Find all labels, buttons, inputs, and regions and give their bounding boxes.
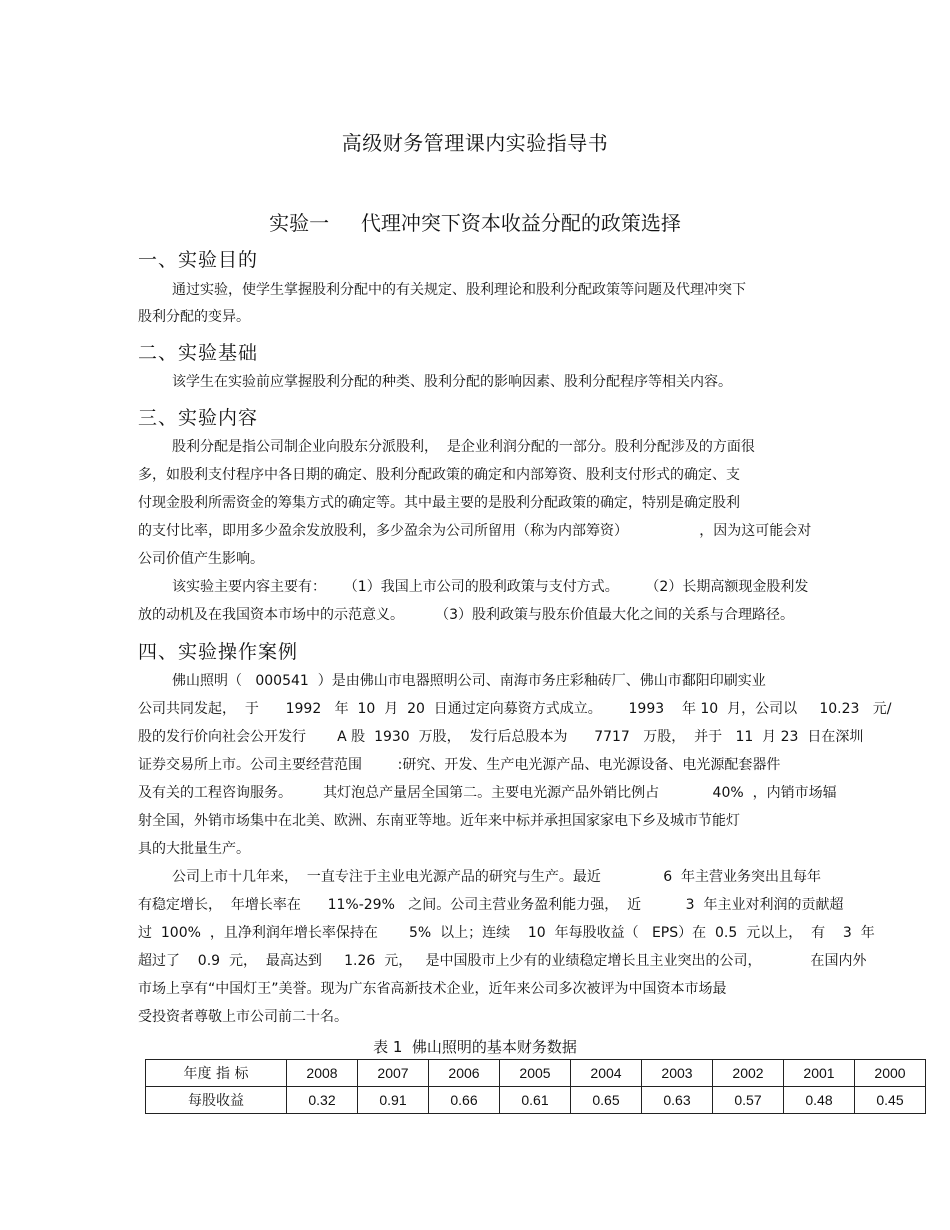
paragraph-line: 股利分配的变异。 bbox=[138, 309, 250, 325]
paragraph-line: 该实验主要内容主要有： （1）我国上市公司的股利政策与支付方式。 （2）长期高额现金股利发 bbox=[172, 579, 809, 595]
paragraph-line: 公司上市十几年来， 一直专注于主业电光源产品的研究与生产。最近 6 年主营业务突出且每年 bbox=[172, 869, 822, 885]
table-caption: 表 1 佛山照明的基本财务数据 bbox=[373, 1038, 577, 1056]
year-cell: 2005 bbox=[500, 1060, 571, 1087]
paragraph-line: 公司共同发起， 于 1992 年 10 月 20 日通过定向募资方式成立。 1993 年 10 月，公司以 10.23 元/ bbox=[138, 701, 892, 717]
paragraph-line: 多，如股利支付程序中各日期的确定、股利分配政策的确定和内部筹资、股利支付形式的确定、支 bbox=[138, 467, 740, 483]
header-label-cell: 年度 指 标 bbox=[146, 1060, 287, 1087]
paragraph-line: 射全国，外销市场集中在北美、欧洲、东南亚等地。近年来中标并承担国家家电下乡及城市节能灯 bbox=[138, 813, 740, 829]
section-heading-case: 四、实验操作案例 bbox=[138, 641, 299, 663]
eps-value-cell: 0.61 bbox=[500, 1087, 571, 1114]
section-heading-basis: 二、实验基础 bbox=[138, 342, 259, 364]
paragraph-line: 具的大批量生产。 bbox=[138, 841, 250, 857]
year-cell: 2003 bbox=[642, 1060, 713, 1087]
eps-value-cell: 0.91 bbox=[358, 1087, 429, 1114]
table-header-row bbox=[146, 1060, 926, 1087]
paragraph-line: 有稳定增长， 年增长率在 11%-29% 之间。公司主营业务盈利能力强， 近 3 年主业对利润的贡献超 bbox=[138, 897, 844, 913]
year-cell: 2007 bbox=[358, 1060, 429, 1087]
year-cell: 2002 bbox=[713, 1060, 784, 1087]
year-cell: 2006 bbox=[429, 1060, 500, 1087]
paragraph-line: 受投资者尊敬上市公司前二十名。 bbox=[138, 1009, 348, 1025]
eps-value-cell: 0.65 bbox=[571, 1087, 642, 1114]
section-heading-content: 三、实验内容 bbox=[138, 407, 259, 429]
table-row bbox=[146, 1087, 926, 1114]
paragraph-line: 及有关的工程咨询服务。 其灯泡总产量居全国第二。主要电光源产品外销比例占 40% ，内销市场辐 bbox=[138, 785, 837, 801]
paragraph-line: 佛山照明（ 000541 ）是由佛山市电器照明公司、南海市务庄彩釉砖厂、佛山市鄱阳印刷实业 bbox=[172, 673, 766, 689]
eps-value-cell: 0.57 bbox=[713, 1087, 784, 1114]
eps-value-cell: 0.48 bbox=[784, 1087, 855, 1114]
paragraph-line: 超过了 0.9 元， 最高达到 1.26 元， 是中国股市上少有的业绩稳定增长且主业突出的公司， 在国内外 bbox=[138, 953, 867, 969]
paragraph-line: 放的动机及在我国资本市场中的示范意义。 （3）股利政策与股东价值最大化之间的关系与合理路径。 bbox=[138, 607, 795, 623]
year-cell: 2008 bbox=[287, 1060, 358, 1087]
paragraph-line: 的支付比率，即用多少盈余发放股利，多少盈余为公司所留用（称为内部筹资） ，因为这可能会对 bbox=[138, 523, 812, 539]
paragraph-line: 股的发行价向社会公开发行 A 股 1930 万股， 发行后总股本为 7717 万股， 并于 11 月 23 日在深圳 bbox=[138, 729, 864, 745]
paragraph-line: 过 100% ，且净利润年增长率保持在 5% 以上；连续 10 年每股收益（ EPS）在 0.5 元以上， 有 3 年 bbox=[138, 925, 875, 941]
eps-value-cell: 0.66 bbox=[429, 1087, 500, 1114]
paragraph-line: 股利分配是指公司制企业向股东分派股利， 是企业利润分配的一部分。股利分配涉及的方面很 bbox=[172, 439, 755, 455]
paragraph-line: 通过实验，使学生掌握股利分配中的有关规定、股利理论和股利分配政策等问题及代理冲突下 bbox=[172, 282, 746, 298]
year-cell: 2004 bbox=[571, 1060, 642, 1087]
experiment-title: 实验一 代理冲突下资本收益分配的政策选择 bbox=[269, 211, 681, 235]
paragraph-line: 证券交易所上市。公司主要经营范围 :研究、开发、生产电光源产品、电光源设备、电光源配套器件 bbox=[138, 757, 781, 773]
row-label-cell: 每股收益 bbox=[146, 1087, 287, 1114]
paragraph-line: 该学生在实验前应掌握股利分配的种类、股利分配的影响因素、股利分配程序等相关内容。 bbox=[172, 374, 732, 390]
eps-value-cell: 0.45 bbox=[855, 1087, 926, 1114]
eps-value-cell: 0.63 bbox=[642, 1087, 713, 1114]
financial-data-table bbox=[145, 1059, 926, 1114]
year-cell: 2000 bbox=[855, 1060, 926, 1087]
year-cell: 2001 bbox=[784, 1060, 855, 1087]
section-heading-purpose: 一、实验目的 bbox=[138, 249, 259, 271]
paragraph-line: 市场上享有“中国灯王”美誉。现为广东省高新技术企业，近年来公司多次被评为中国资本市场最 bbox=[138, 981, 727, 997]
eps-value-cell: 0.32 bbox=[287, 1087, 358, 1114]
paragraph-line: 付现金股利所需资金的筹集方式的确定等。其中最主要的是股利分配政策的确定，特别是确定股利 bbox=[138, 495, 740, 511]
document-title: 高级财务管理课内实验指导书 bbox=[341, 131, 609, 155]
paragraph-line: 公司价值产生影响。 bbox=[138, 551, 264, 567]
